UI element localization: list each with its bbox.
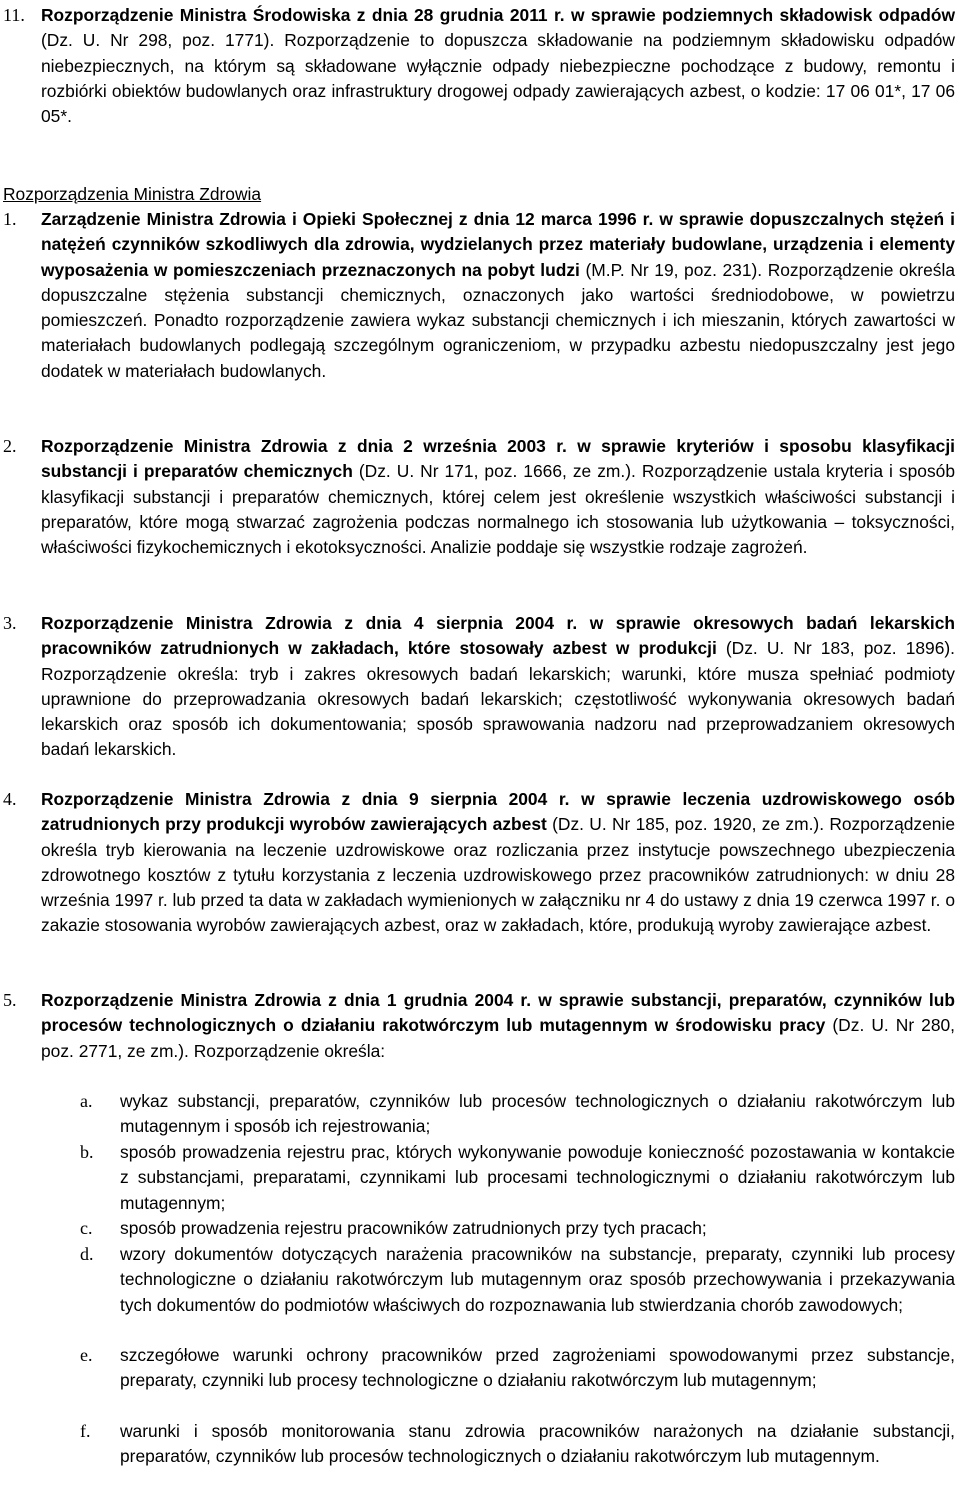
sub-item-letter: f. [80,1421,91,1441]
sub-item-text: sposób prowadzenia rejestru prac, których wykonywanie powoduje konieczność pozostawania w kontakcie z substancjami, preparatami, czynnikami lub procesami technologicznymi o działaniu rakotwórczym lub mutagennym; [120,1142,955,1213]
regulation-title: Rozporządzenie Ministra Zdrowia z dnia 4 sierpnia 2004 r. w sprawie okresowych badań lekarskich pracowników zatrudnionych w zakładach, które stosowały azbest w produkcji [41,613,955,659]
regulation-title: Rozporządzenie Ministra Środowiska z dnia 28 grudnia 2011 r. w sprawie podziemnych składowisk odpadów [41,5,955,25]
regulation-description: (M.P. Nr 19, poz. 231). Rozporządzenie określa dopuszczalne stężenia substancji chemicznych, oznaczonych jako wartości średniodobowe, w powietrzu pomieszczeń. Ponadto rozporządzenie zawiera wykaz substancji chemicznych i ich mieszanin, których zawartości w materiałach budowlanych podlegają szczególnym ograniczeniom, w przypadku azbestu niedopuszczalny jest jego dodatek w materiałach budowlanych. [41,259,956,381]
regulation-description: (Dz. U. Nr 298, poz. 1771). Rozporządzenie to dopuszcza składowanie na podziemnym składowisku odpadów niebezpiecznych, na którym są składowane wyłącznie odpady niebezpieczne pochodzące z budowy, remontu i rozbiórki obiektów budowlanych oraz infrastruktury drogowej odpady zawierających azbest, o kodzie: 17 06 01*, 17 06 05*. [41,30,955,127]
item-number: 11. [3,5,25,25]
regulation-title: Zarządzenie Ministra Zdrowia i Opieki Społecznej z dnia 12 marca 1996 r. w sprawie dopuszczalnych stężeń i natężeń czynników szkodliwych dla zdrowia, wydzielanych przez materiały budowlane, urządzenia i elementy wyposażenia w pomieszczeniach przeznaczonych na pobyt ludzi [41,209,955,280]
item-text [41,434,955,560]
item-number: 4. [3,789,17,809]
item-text [41,207,955,384]
regulation-title: Rozporządzenie Ministra Zdrowia z dnia 9 sierpnia 2004 r. w sprawie leczenia uzdrowiskowego osób zatrudnionych przy produkcji wyrobów zawierających azbest [41,789,955,835]
sub-item-text: wykaz substancji, preparatów, czynników lub procesów technologicznych o działaniu rakotwórczym lub mutagennym i sposób ich rejestrowania; [120,1091,955,1137]
regulation-description: (Dz. U. Nr 171, poz. 1666, ze zm.). Rozporządzenie ustala kryteria i sposób klasyfikacji substancji i preparatów chemicznych, której celem jest określenie wszystkich właściwości substancji i preparatów, które mogą stwarzać zagrożenia podczas normalnego ich stosowania lub użytkowania – toksyczności, właściwości fizykochemicznych i ekotoksyczności. Analizie poddaje się wszystkie rodzaje zagrożeń. [41,461,955,558]
sub-item-text: warunki i sposób monitorowania stanu zdrowia pracowników narażonych na działanie substancji, preparatów, czynników lub procesów technologicznych o działaniu rakotwórczym lub mutagennym. [120,1421,955,1467]
sub-item-letter: b. [80,1142,94,1162]
item-number: 5. [3,990,17,1010]
sub-item-letter: c. [80,1218,93,1238]
regulation-title: Rozporządzenie Ministra Zdrowia z dnia 2 września 2003 r. w sprawie kryteriów i sposobu klasyfikacji substancji i preparatów chemicznych [41,436,955,482]
item-text [41,3,955,129]
sub-item-text: szczegółowe warunki ochrony pracowników przed zagrożeniami spowodowanymi przez substancje, preparaty, czynniki lub procesy technologiczne o działaniu rakotwórczym lub mutagennym; [120,1345,955,1391]
item-number: 3. [3,613,17,633]
sub-item-letter: a. [80,1091,93,1111]
sub-item-text: wzory dokumentów dotyczących narażenia pracowników na substancje, preparaty, czynniki lub procesy technologiczne o działaniu rakotwórczym lub mutagennym oraz sposób przechowywania i przekazywania tych dokumentów do podmiotów właściwych do rozpoznawania lub stwierdzania chorób zawodowych; [120,1244,955,1315]
item-number: 2. [3,436,17,456]
regulation-description: (Dz. U. Nr 183, poz. 1896). Rozporządzenie określa: tryb i zakres okresowych badań lekarskich; warunki, które musza spełniać podmioty uprawnione do przeprowadzania okresowych badań lekarskich; częstotliwość wykonywania okresowych badań lekarskich oraz sposób ich dokumentowania; sposób sprawowania nadzoru nad przeprowadzaniem okresowych badań lekarskich. [41,638,955,760]
sub-item-letter: e. [80,1345,93,1365]
sub-item-text: sposób prowadzenia rejestru pracowników zatrudnionych przy tych pracach; [120,1218,707,1238]
regulation-description: (Dz. U. Nr 280, poz. 2771, ze zm.). Rozporządzenie określa: [41,1015,956,1061]
item-number: 1. [3,209,17,229]
item-text [41,787,955,939]
regulation-description: (Dz. U. Nr 185, poz. 1920, ze zm.). Rozporządzenie określa tryb kierowania na leczenie uzdrowiskowe oraz rozliczania przez instytucje powszechnego ubezpieczenia zdrowotnego kosztów z tytułu korzystania z leczenia uzdrowiskowego przez pracowników zatrudnionych: w dniu 28 września 1997 r. lub przed ta data w zakładach wymienionych w załączniku nr 4 do ustawy z dnia 19 czerwca 1997 r. o zakazie stosowania wyrobów zawierających azbest, oraz w zakładach, które, produkują wyroby zawierające azbest. [41,814,955,936]
regulation-title: Rozporządzenie Ministra Zdrowia z dnia 1 grudnia 2004 r. w sprawie substancji, preparatów, czynników lub procesów technologicznych o działaniu rakotwórczym lub mutagennym w środowisku pracy [41,990,955,1036]
section-heading: Rozporządzenia Ministra Zdrowia [3,184,262,204]
item-text [41,988,955,1064]
sub-item-letter: d. [80,1244,94,1264]
item-text [41,611,955,763]
